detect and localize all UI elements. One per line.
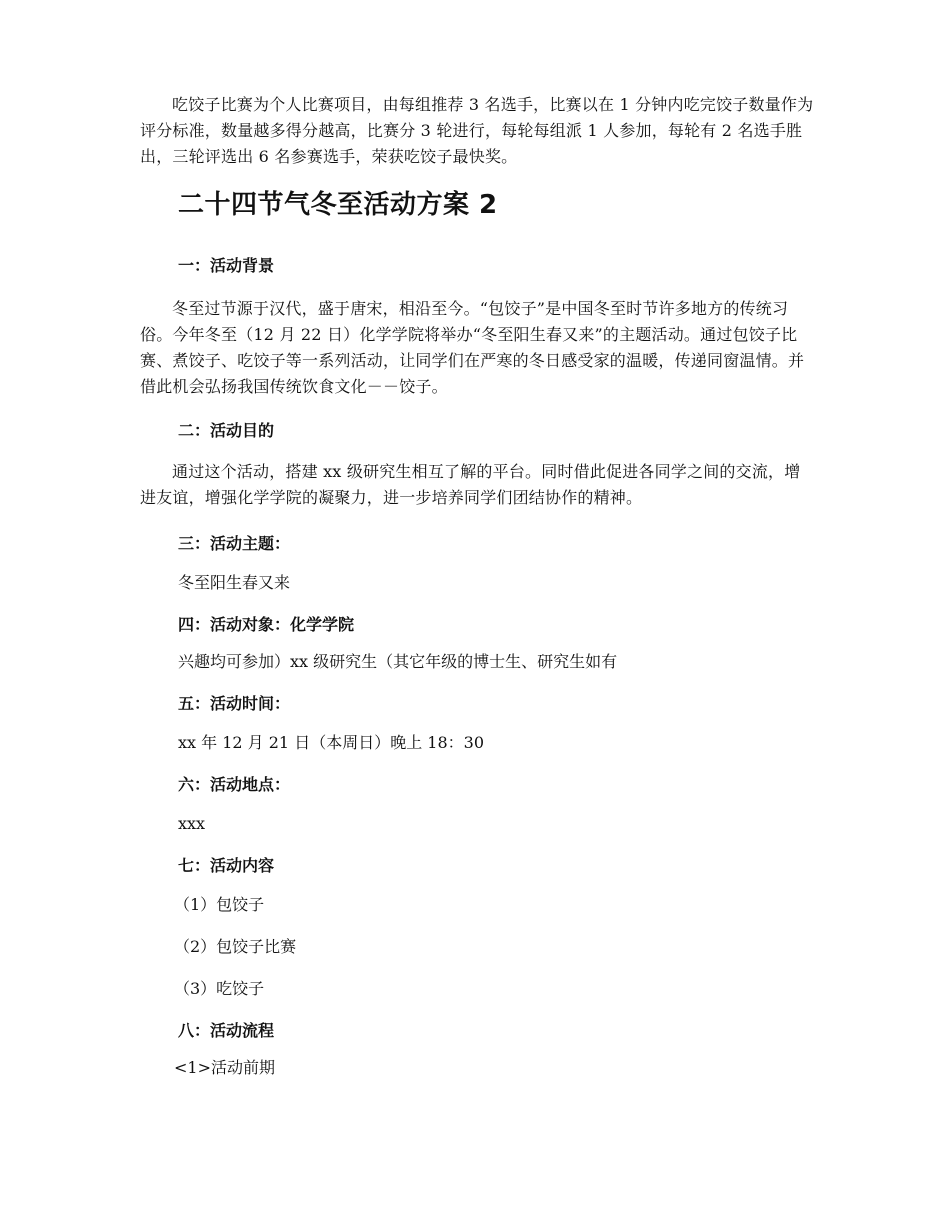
heading-content: 七：活动内容 — [178, 856, 275, 875]
intro-paragraph: 吃饺子比赛为个人比赛项目，由每组推荐 3 名选手，比赛以在 1 分钟内吃完饺子数量作为评分标准，数量越多得分越高，比赛分 3 轮进行，每轮每组派 1 人参加，每轮有 2 名选手胜出，三轮评选出 6 名参赛选手，荣获吃饺子最快奖。 — [140, 95, 814, 166]
text-theme: 冬至阳生春又来 — [178, 573, 291, 592]
text-audience: 兴趣均可参加）xx 级研究生（其它年级的博士生、研究生如有 — [178, 652, 618, 671]
heading-place: 六：活动地点： — [178, 775, 291, 794]
heading-process: 八：活动流程 — [178, 1021, 275, 1040]
document-title: 二十四节气冬至活动方案 2 — [178, 190, 498, 220]
paragraph-purpose: 通过这个活动，搭建 xx 级研究生相互了解的平台。同时借此促进各同学之间的交流，增进友谊，增强化学学院的凝聚力，进一步培养同学们团结协作的精神。 — [140, 462, 801, 507]
text-time: xx 年 12 月 21 日（本周日）晚上 18：30 — [178, 733, 485, 752]
heading-audience: 四：活动对象：化学学院 — [178, 615, 355, 634]
text-place: xxx — [178, 814, 206, 833]
heading-background: 一：活动背景 — [178, 256, 275, 275]
paragraph-background: 冬至过节源于汉代，盛于唐宋，相沿至今。“包饺子”是中国冬至时节许多地方的传统习俗。今年冬至（12 月 22 日）化学学院将举办“冬至阳生春又来”的主题活动。通过包饺子比赛、煮饺子、吃饺子等一系列活动，让同学们在严寒的冬日感受家的温暖，传递同窗温情。并借此机会弘扬我国传统饮食文化－－饺子。 — [140, 299, 805, 396]
content-item-2: （2）包饺子比赛 — [174, 937, 297, 956]
heading-purpose: 二：活动目的 — [178, 421, 275, 440]
heading-theme: 三：活动主题： — [178, 534, 291, 553]
heading-time: 五：活动时间： — [178, 694, 291, 713]
document-page — [140, 92, 815, 1081]
content-item-1: （1）包饺子 — [174, 895, 265, 914]
content-item-3: （3）吃饺子 — [174, 979, 265, 998]
process-step-1: <1>活动前期 — [174, 1058, 275, 1077]
